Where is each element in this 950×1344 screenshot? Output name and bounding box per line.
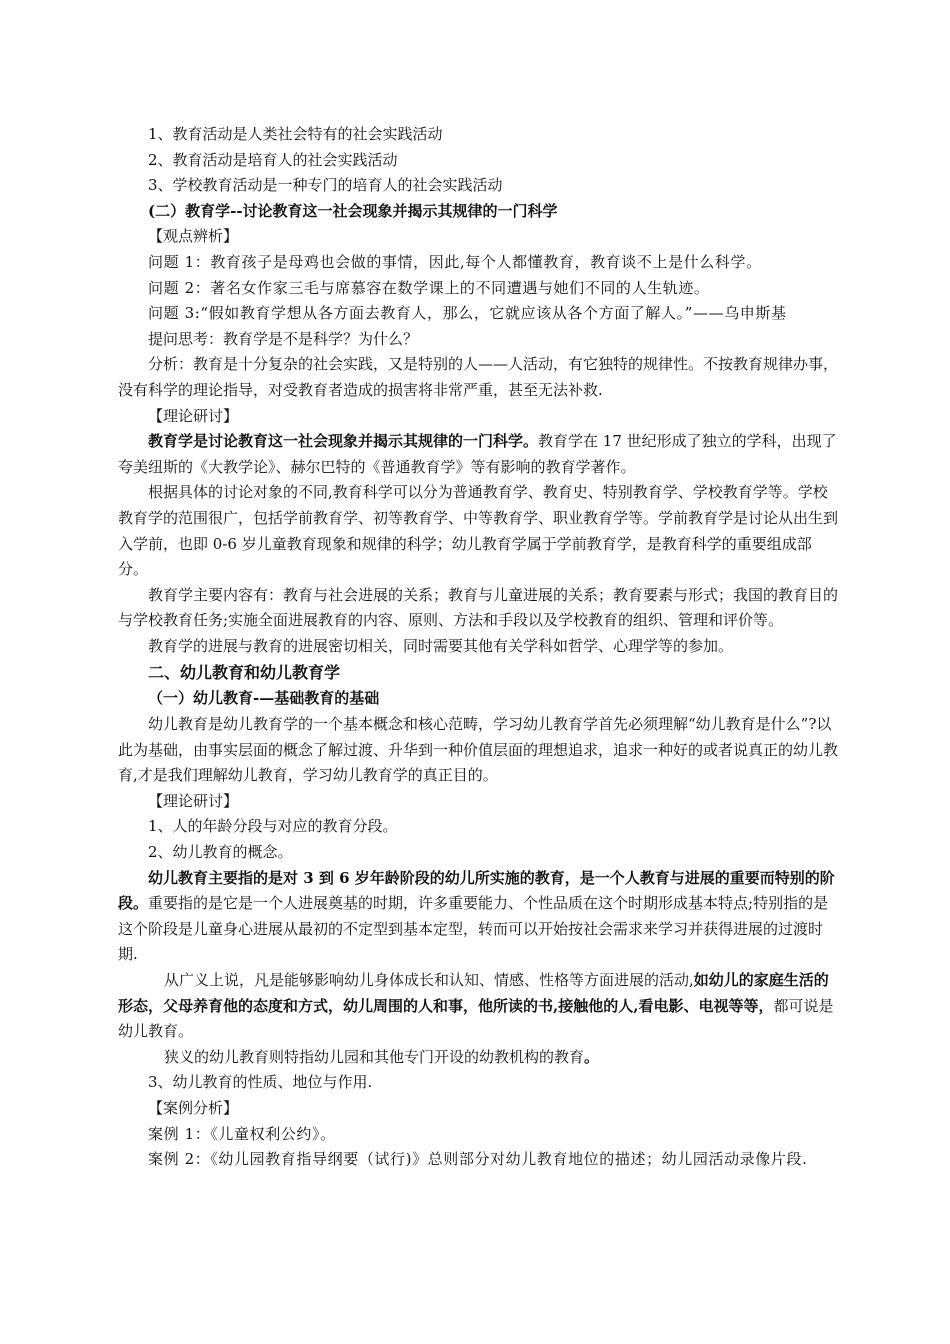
label-theory: 【理论研讨】 [148, 791, 239, 810]
concept-rest: 重要指的是它是一个人进展奠基的时期，许多重要能力、个性品质在这个时期形成基本特点;特别指的是这个阶段是儿童身心进展从最初的不定型到基本定型，转而可以开始按社会需求来学习并获得进展的过渡时期. [118, 894, 829, 964]
bold-definition: 教育学是讨论教育这一社会现象并揭示其规律的一门科学。 [148, 432, 539, 451]
concept-paragraph [118, 866, 838, 968]
case-1: 案例 1：《儿童权利公约》。 [148, 1124, 336, 1143]
subsection-heading: （一）幼儿教育-—基础教育的基础 [148, 689, 380, 708]
list-item: 3、幼儿教育的性质、地位与作用. [148, 1073, 373, 1092]
definition-rest: 教育学在 17 世纪形成了独立的学科，出现了夸美纽斯的《大教学论》、赫尔巴特的《普通教育学》等有影响的教育学著作。 [118, 432, 837, 476]
narrow-pre: 狭义的幼儿教育则特指幼儿园和其他专门开设的幼教机构的教育 [164, 1047, 585, 1066]
development-paragraph: 教育学的进展与教育的进展密切相关，同时需要其他有关学科如哲学、心理学等的参加。 [148, 636, 734, 655]
narrow-paragraph [118, 1045, 838, 1071]
label-viewpoint: 【观点辨析】 [148, 227, 239, 246]
question-3: 问题 3:“假如教育学想从各方面去教育人，那么，它就应该从各个方面了解人。”——乌申斯基 [148, 304, 787, 323]
broad-bold: 如幼儿的家庭生活的形态，父母养育他的态度和方式，幼儿周围的人和事，他所读的书,接触他的人,看电影、电视等等， [118, 971, 829, 1015]
broad-paragraph [118, 968, 838, 1045]
section-heading: (二）教育学--讨论教育这一社会现象并揭示其规律的一门科学 [148, 201, 558, 220]
think-question: 提问思考：教育学是不是科学？为什么？ [148, 329, 419, 348]
bold-concept: 幼儿教育主要指的是对 3 到 6 岁年龄阶段的幼儿所实施的教育，是一个人教育与进展的重要而特别的阶段。 [118, 868, 835, 913]
list-item: 3、学校教育活动是一种专门的培育人的社会实践活动 [148, 176, 503, 195]
list-item: 1、教育活动是人类社会特有的社会实践活动 [148, 125, 443, 143]
broad-post: 都可说是幼儿教育。 [118, 996, 834, 1041]
list-item: 1、人的年龄分段与对应的教育分段。 [148, 817, 398, 836]
label-case: 【案例分析】 [148, 1098, 239, 1117]
document-body [118, 122, 838, 1173]
list-item: 2、幼儿教育的概念。 [148, 843, 293, 862]
classification-paragraph: 根据具体的讨论对象的不同,教育科学可以分为普通教育学、教育史、特别教育学、学校教育学等。学校教育学的范围很广，包括学前教育学、初等教育学、中等教育学、职业教育学等。学前教育学是讨论从出生到入学前，也即 0-6 岁儿童教育现象和规律的科学；幼儿教育学属于学前教育学，是教育科学的重要组成部分。 [118, 483, 839, 579]
content-paragraph: 教育学主要内容有：教育与社会进展的关系；教育与儿童进展的关系；教育要素与形式；我国的教育目的与学校教育任务;实施全面进展教育的内容、原则、方法和手段以及学校教育的组织、管理和评价等。 [118, 585, 839, 630]
list-item: 2、教育活动是培育人的社会实践活动 [148, 150, 398, 169]
question-2: 问题 2：著名女作家三毛与席慕容在数学课上的不同遭遇与她们不同的人生轨迹。 [148, 278, 710, 297]
section-title: 二、幼儿教育和幼儿教育学 [148, 663, 341, 683]
narrow-bold: 。 [584, 1047, 600, 1066]
label-theory: 【理论研讨】 [148, 406, 239, 425]
analysis-paragraph: 分析：教育是十分复杂的社会实践，又是特别的人——人活动，有它独特的规律性。不按教育规律办事，没有科学的理论指导，对受教育者造成的损害将非常严重，甚至无法补救. [118, 355, 839, 399]
question-1: 问题 1：教育孩子是母鸡也会做的事情，因此,每个人都懂教育，教育谈不上是什么科学。 [148, 252, 762, 271]
definition-paragraph [118, 429, 838, 480]
broad-pre: 从广义上说，凡是能够影响幼儿身体成长和认知、情感、性格等方面进展的活动, [164, 971, 694, 989]
intro-paragraph: 幼儿教育是幼儿教育学的一个基本概念和核心范畴，学习幼儿教育学首先必须理解“幼儿教育是什么”?以此为基础，由事实层面的概念了解过渡、升华到一种价值层面的理想追求，追求一种好的或者说真正的幼儿教育,才是我们理解幼儿教育，学习幼儿教育学的真正目的。 [118, 715, 839, 785]
case-2: 案例 2：《幼儿园教育指导纲要（试行)》总则部分对幼儿教育地位的描述；幼儿园活动录像片段. [148, 1150, 808, 1169]
